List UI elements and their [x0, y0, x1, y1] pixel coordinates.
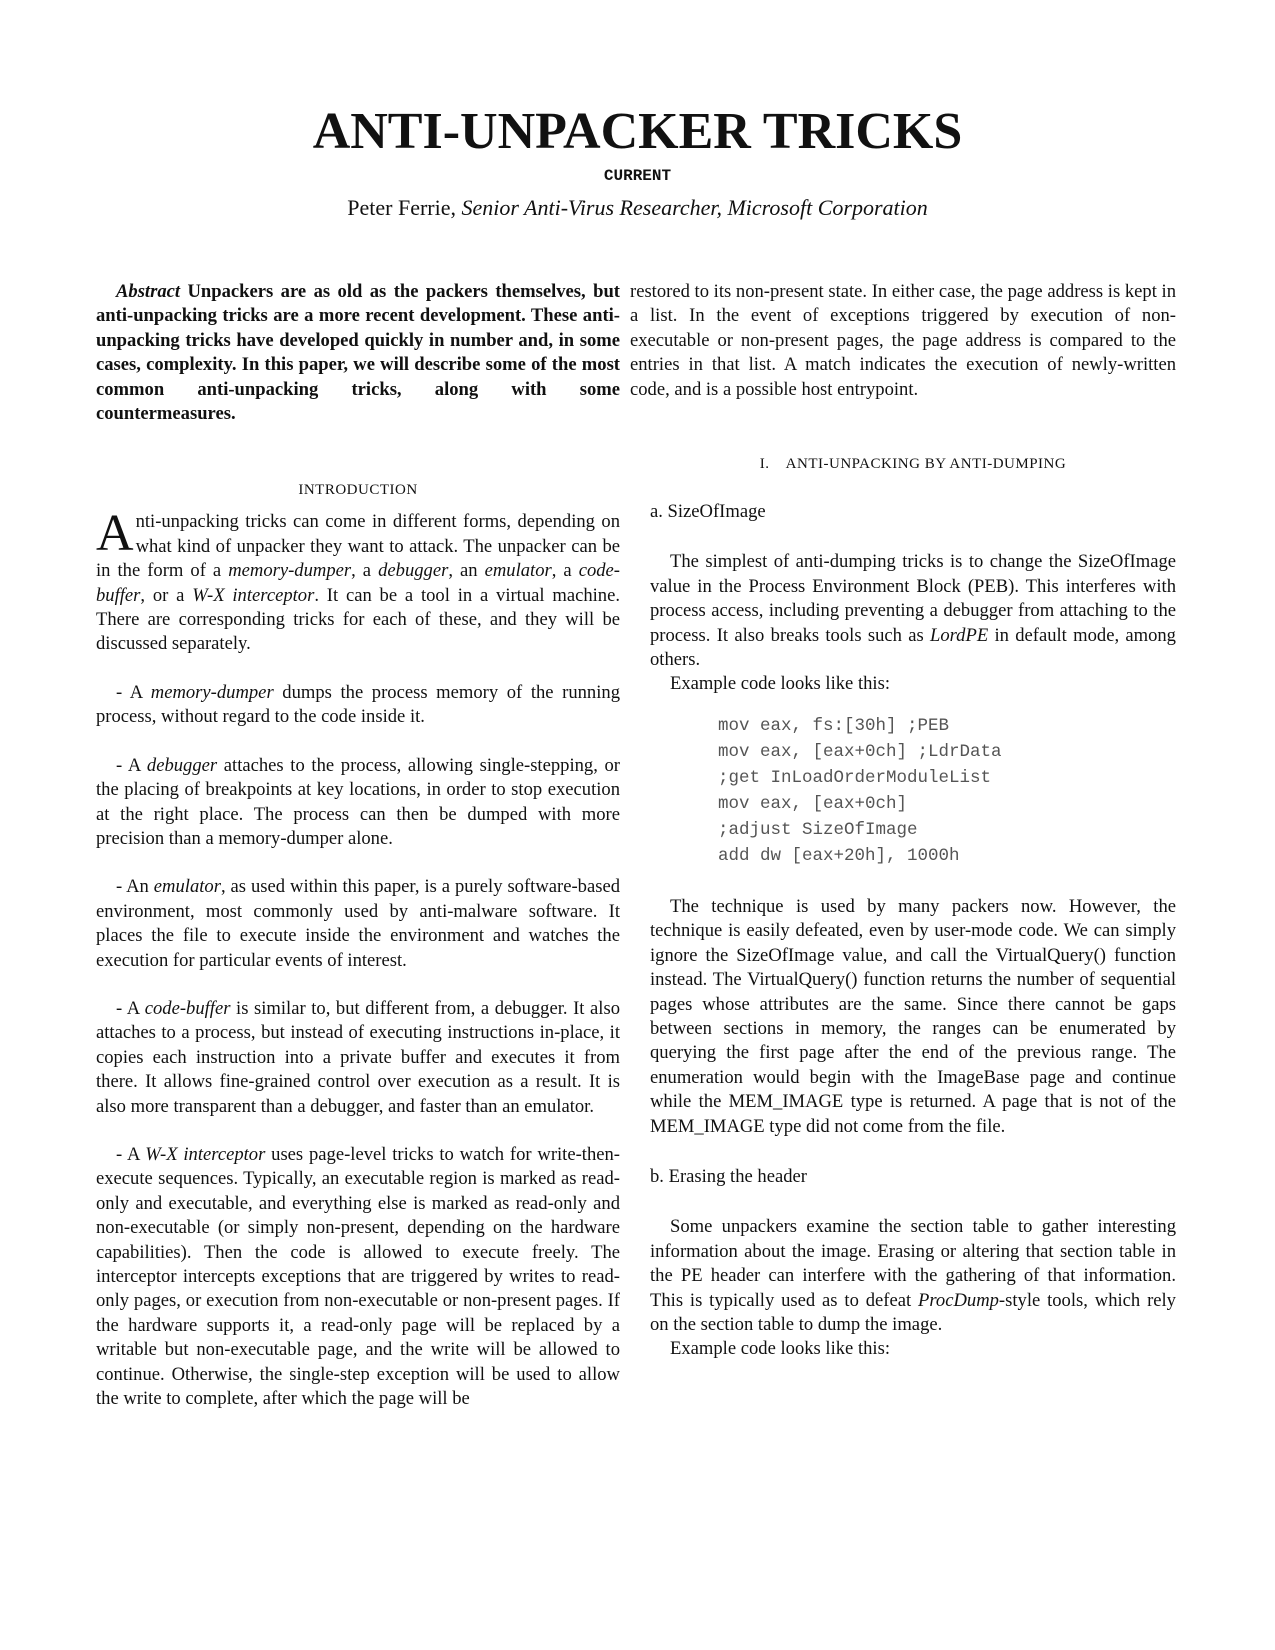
term: debugger [146, 754, 218, 776]
subsection-heading-sizeofimage: a. SizeOfImage [650, 501, 766, 523]
abstract-text: Unpackers are as old as the packers themselves, but anti-unpacking tricks are a more recent development. These anti-unpacking tricks have developed quickly in number and, in some cases, complexity. In this paper, we will describe some of the most common anti-unpacking tricks, along with some countermeasures. [96, 281, 620, 425]
right-column [630, 280, 1176, 1362]
term: emulator [484, 560, 552, 582]
text: , as used within this paper, is a purely software-based environment, most commonly used by anti-malware software. It places the file to execute inside the environment and watches the execution for particular events of interest. [96, 876, 620, 971]
intro-paragraph [96, 505, 620, 656]
example-intro: Example code looks like this: [670, 673, 890, 695]
author-name: Peter Ferrie, [347, 195, 456, 220]
term: memory-dumper [150, 681, 274, 703]
paper-title: ANTI-UNPACKER TRICKS [312, 103, 963, 160]
intro-text: , or a [140, 584, 193, 606]
term: W-X interceptor [145, 1143, 266, 1165]
section-heading-anti-dumping: I. ANTI-UNPACKING BY ANTI-DUMPING [759, 456, 1067, 473]
text: -style tools, which rely on the section table to dump the image. [650, 1289, 1176, 1335]
drop-cap: A [96, 505, 134, 563]
intro-text: nti-unpacking tricks can come in different forms, depending on what kind of unpacker they want to attack. The unpacker can be in the form of a [96, 511, 620, 582]
text: The simplest of anti-dumping tricks is to change the SizeOfImage value in the Process Environment Block (PEB). This interferes with process access, including preventing a debugger from attaching to the process. It also breaks tools such as [650, 551, 1176, 646]
debugger-paragraph [96, 754, 620, 852]
abstract-label: Abstract [116, 281, 181, 302]
wx-interceptor-paragraph [96, 1143, 620, 1411]
abstract [96, 280, 620, 426]
subsection-heading-erasing-header: b. Erasing the header [650, 1165, 807, 1187]
text: - A [116, 1143, 146, 1165]
term: debugger [378, 560, 449, 582]
erasing-paragraph [650, 1215, 1176, 1337]
term: ProcDump [918, 1289, 999, 1311]
code-block: mov eax, fs:[30h] ;PEB mov eax, [eax+0ch] ;LdrData ;get InLoadOrderModuleList mov eax, [eax+0ch] ;adjust SizeOfImage add dw [eax+20h], 1000h [718, 715, 1002, 866]
term: W-X interceptor [192, 584, 315, 606]
text: - An [116, 876, 154, 898]
intro-text: . It can be a tool in a virtual machine. There are corresponding tricks for each of these, and they will be discussed separately. [96, 584, 620, 655]
memory-dumper-paragraph [96, 681, 620, 730]
term: code-buffer [96, 560, 620, 606]
author-affiliation: Senior Anti-Virus Researcher, Microsoft Corporation [461, 195, 928, 220]
technique-paragraph: The technique is used by many packers now. However, the technique is easily defeated, even by user-mode code. We can simply ignore the SizeOfImage value, and call the VirtualQuery() function instead. The VirtualQuery() function returns the number of sequential pages whose attributes are the same. Since there cannot be gaps between sections in memory, the ranges can be enumerated by querying the first page after the end of the previous range. The enumeration would begin with the ImageBase page and continue while the MEM_IMAGE type is returned. A page that is not of the MEM_IMAGE type did not come from the file. [650, 895, 1176, 1137]
text: is similar to, but different from, a debugger. It also attaches to a process, but instead of executing instructions in-place, it copies each instruction into a private buffer and executes it from there. It allows fine-grained control over execution as a result. It is also more transparent than a debugger, and faster than an emulator. [96, 997, 620, 1117]
text: - A [116, 681, 151, 703]
text: in default mode, among others. [650, 624, 1176, 671]
term: LordPE [929, 624, 989, 646]
emulator-paragraph [96, 875, 620, 973]
text: attaches to the process, allowing single-stepping, or the placing of breakpoints at key locations, in order to stop execution at the right place. The process can then be dumped with more precision than a memory-dumper alone. [96, 754, 620, 849]
term: memory-dumper [228, 560, 352, 582]
intro-text: , a [351, 560, 379, 582]
continuation-paragraph: restored to its non-present state. In either case, the page address is kept in a list. In the event of exceptions triggered by execution of non-executable or non-present pages, the page address is compared to the entries in that list. A match indicates the execution of newly-written code, and is a possible host entrypoint. [630, 281, 1176, 400]
intro-text: , a [551, 560, 579, 582]
text: - A [116, 754, 147, 776]
text: - A [116, 997, 145, 1019]
text: dumps the process memory of the running process, without regard to the code inside it. [96, 681, 620, 728]
paper-subtitle: CURRENT [603, 167, 672, 185]
term: emulator [153, 876, 221, 898]
example-intro: Example code looks like this: [670, 1338, 890, 1360]
code-buffer-paragraph [96, 997, 620, 1119]
left-column [96, 280, 620, 1411]
section-heading-introduction: INTRODUCTION [298, 482, 418, 499]
text: Some unpackers examine the section table to gather interesting information about the image. Erasing or altering that section table in the PE header can interfere with the gathering of that information. This is typically used as to defeat [650, 1216, 1176, 1311]
sizeofimage-paragraph [650, 550, 1176, 672]
intro-text: , an [448, 560, 485, 582]
text: uses page-level tricks to watch for write-then-execute sequences. Typically, an executable region is marked as read-only and executable, and everything else is marked as read-only and non-executable (or simply non-present, depending on the hardware capabilities). Then the code is allowed to execute freely. The interceptor intercepts exceptions that are triggered by writes to read-only pages, or execution from non-executable or non-present pages. If the hardware supports it, a read-only page will be replaced by a writable but non-executable page, and the write will be allowed to continue. Otherwise, the single-step exception will be used to allow the write to complete, after which the page will be [96, 1143, 620, 1410]
term: code-buffer [144, 997, 231, 1019]
author-line [0, 194, 1275, 222]
